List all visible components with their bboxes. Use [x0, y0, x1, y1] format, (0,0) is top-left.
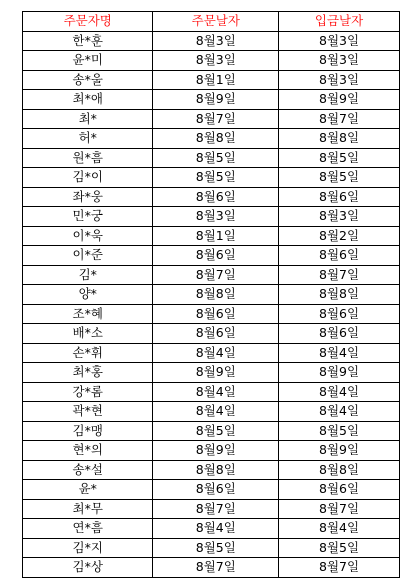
orderer-name-cell: 현*의 — [23, 441, 153, 461]
table-row — [23, 324, 400, 344]
orderer-name-cell: 연*흠 — [23, 519, 153, 539]
order-deposit-table — [22, 11, 400, 578]
orderer-name-cell: 최*홍 — [23, 363, 153, 383]
orderer-name-cell: 조*혜 — [23, 304, 153, 324]
deposit-date-cell: 8월7일 — [279, 558, 400, 578]
table-row — [23, 51, 400, 71]
orderer-name-cell: 민*궁 — [23, 207, 153, 227]
deposit-date-cell: 8월3일 — [279, 70, 400, 90]
orderer-name-cell: 김*상 — [23, 558, 153, 578]
orderer-name-cell: 배*소 — [23, 324, 153, 344]
table-row — [23, 285, 400, 305]
deposit-date-cell: 8월2일 — [279, 226, 400, 246]
deposit-date-cell: 8월5일 — [279, 421, 400, 441]
table-row — [23, 246, 400, 266]
table-row — [23, 207, 400, 227]
order-date-cell: 8월6일 — [153, 246, 279, 266]
orderer-name-cell: 윤*미 — [23, 51, 153, 71]
order-date-cell: 8월8일 — [153, 285, 279, 305]
deposit-date-cell: 8월4일 — [279, 343, 400, 363]
table-row — [23, 363, 400, 383]
table-row — [23, 187, 400, 207]
orderer-name-cell: 허* — [23, 129, 153, 149]
orderer-name-cell: 손*휘 — [23, 343, 153, 363]
column-header-orderer-name: 주문자명 — [23, 12, 153, 32]
deposit-date-cell: 8월6일 — [279, 304, 400, 324]
orderer-name-cell: 이*준 — [23, 246, 153, 266]
deposit-date-cell: 8월9일 — [279, 363, 400, 383]
deposit-date-cell: 8월6일 — [279, 324, 400, 344]
table-row — [23, 168, 400, 188]
orderer-name-cell: 최* — [23, 109, 153, 129]
deposit-date-cell: 8월7일 — [279, 499, 400, 519]
table-row — [23, 226, 400, 246]
table-row — [23, 343, 400, 363]
deposit-date-cell: 8월5일 — [279, 538, 400, 558]
deposit-date-cell: 8월4일 — [279, 402, 400, 422]
deposit-date-cell: 8월3일 — [279, 51, 400, 71]
orderer-name-cell: 최*무 — [23, 499, 153, 519]
orderer-name-cell: 양* — [23, 285, 153, 305]
order-date-cell: 8월9일 — [153, 441, 279, 461]
orderer-name-cell: 곽*현 — [23, 402, 153, 422]
table-row — [23, 382, 400, 402]
table-row — [23, 460, 400, 480]
table-row — [23, 90, 400, 110]
order-date-cell: 8월3일 — [153, 51, 279, 71]
orderer-name-cell: 김*맹 — [23, 421, 153, 441]
table-row — [23, 148, 400, 168]
table-row — [23, 421, 400, 441]
deposit-date-cell: 8월8일 — [279, 129, 400, 149]
order-date-cell: 8월6일 — [153, 304, 279, 324]
order-date-cell: 8월6일 — [153, 187, 279, 207]
deposit-date-cell: 8월4일 — [279, 519, 400, 539]
orderer-name-cell: 이*욱 — [23, 226, 153, 246]
orderer-name-cell: 한*훈 — [23, 31, 153, 51]
table-row — [23, 265, 400, 285]
table-row — [23, 129, 400, 149]
order-date-cell: 8월6일 — [153, 324, 279, 344]
order-date-cell: 8월7일 — [153, 499, 279, 519]
deposit-date-cell: 8월5일 — [279, 168, 400, 188]
deposit-date-cell: 8월5일 — [279, 148, 400, 168]
order-date-cell: 8월4일 — [153, 343, 279, 363]
table-row — [23, 441, 400, 461]
table-row — [23, 519, 400, 539]
order-date-cell: 8월1일 — [153, 226, 279, 246]
order-date-cell: 8월8일 — [153, 129, 279, 149]
orderer-name-cell: 최*애 — [23, 90, 153, 110]
orderer-name-cell: 송*울 — [23, 70, 153, 90]
column-header-deposit-date: 입금날자 — [279, 12, 400, 32]
orderer-name-cell: 김* — [23, 265, 153, 285]
table-row — [23, 499, 400, 519]
deposit-date-cell: 8월7일 — [279, 265, 400, 285]
orderer-name-cell: 원*흠 — [23, 148, 153, 168]
table-row — [23, 558, 400, 578]
order-date-cell: 8월5일 — [153, 421, 279, 441]
table-header-row — [23, 12, 400, 32]
order-date-cell: 8월4일 — [153, 382, 279, 402]
order-date-cell: 8월3일 — [153, 31, 279, 51]
deposit-date-cell: 8월8일 — [279, 285, 400, 305]
order-date-cell: 8월9일 — [153, 363, 279, 383]
order-date-cell: 8월5일 — [153, 168, 279, 188]
deposit-date-cell: 8월6일 — [279, 246, 400, 266]
orderer-name-cell: 김*지 — [23, 538, 153, 558]
order-date-cell: 8월7일 — [153, 109, 279, 129]
deposit-date-cell: 8월3일 — [279, 207, 400, 227]
orderer-name-cell: 김*이 — [23, 168, 153, 188]
orderer-name-cell: 강*롬 — [23, 382, 153, 402]
table-row — [23, 31, 400, 51]
order-date-cell: 8월7일 — [153, 558, 279, 578]
order-date-cell: 8월3일 — [153, 207, 279, 227]
order-date-cell: 8월1일 — [153, 70, 279, 90]
table-row — [23, 402, 400, 422]
deposit-date-cell: 8월8일 — [279, 460, 400, 480]
deposit-date-cell: 8월9일 — [279, 441, 400, 461]
orderer-name-cell: 윤* — [23, 480, 153, 500]
orderer-name-cell: 송*설 — [23, 460, 153, 480]
order-date-cell: 8월4일 — [153, 519, 279, 539]
table-row — [23, 70, 400, 90]
orderer-name-cell: 좌*웅 — [23, 187, 153, 207]
table-row — [23, 109, 400, 129]
order-date-cell: 8월5일 — [153, 148, 279, 168]
order-date-cell: 8월4일 — [153, 402, 279, 422]
table-row — [23, 538, 400, 558]
order-date-cell: 8월6일 — [153, 480, 279, 500]
order-date-cell: 8월5일 — [153, 538, 279, 558]
deposit-date-cell: 8월7일 — [279, 109, 400, 129]
order-date-cell: 8월9일 — [153, 90, 279, 110]
order-date-cell: 8월7일 — [153, 265, 279, 285]
deposit-date-cell: 8월9일 — [279, 90, 400, 110]
deposit-date-cell: 8월4일 — [279, 382, 400, 402]
deposit-date-cell: 8월3일 — [279, 31, 400, 51]
column-header-order-date: 주문날자 — [153, 12, 279, 32]
order-date-cell: 8월8일 — [153, 460, 279, 480]
table-row — [23, 480, 400, 500]
deposit-date-cell: 8월6일 — [279, 480, 400, 500]
table-row — [23, 304, 400, 324]
deposit-date-cell: 8월6일 — [279, 187, 400, 207]
